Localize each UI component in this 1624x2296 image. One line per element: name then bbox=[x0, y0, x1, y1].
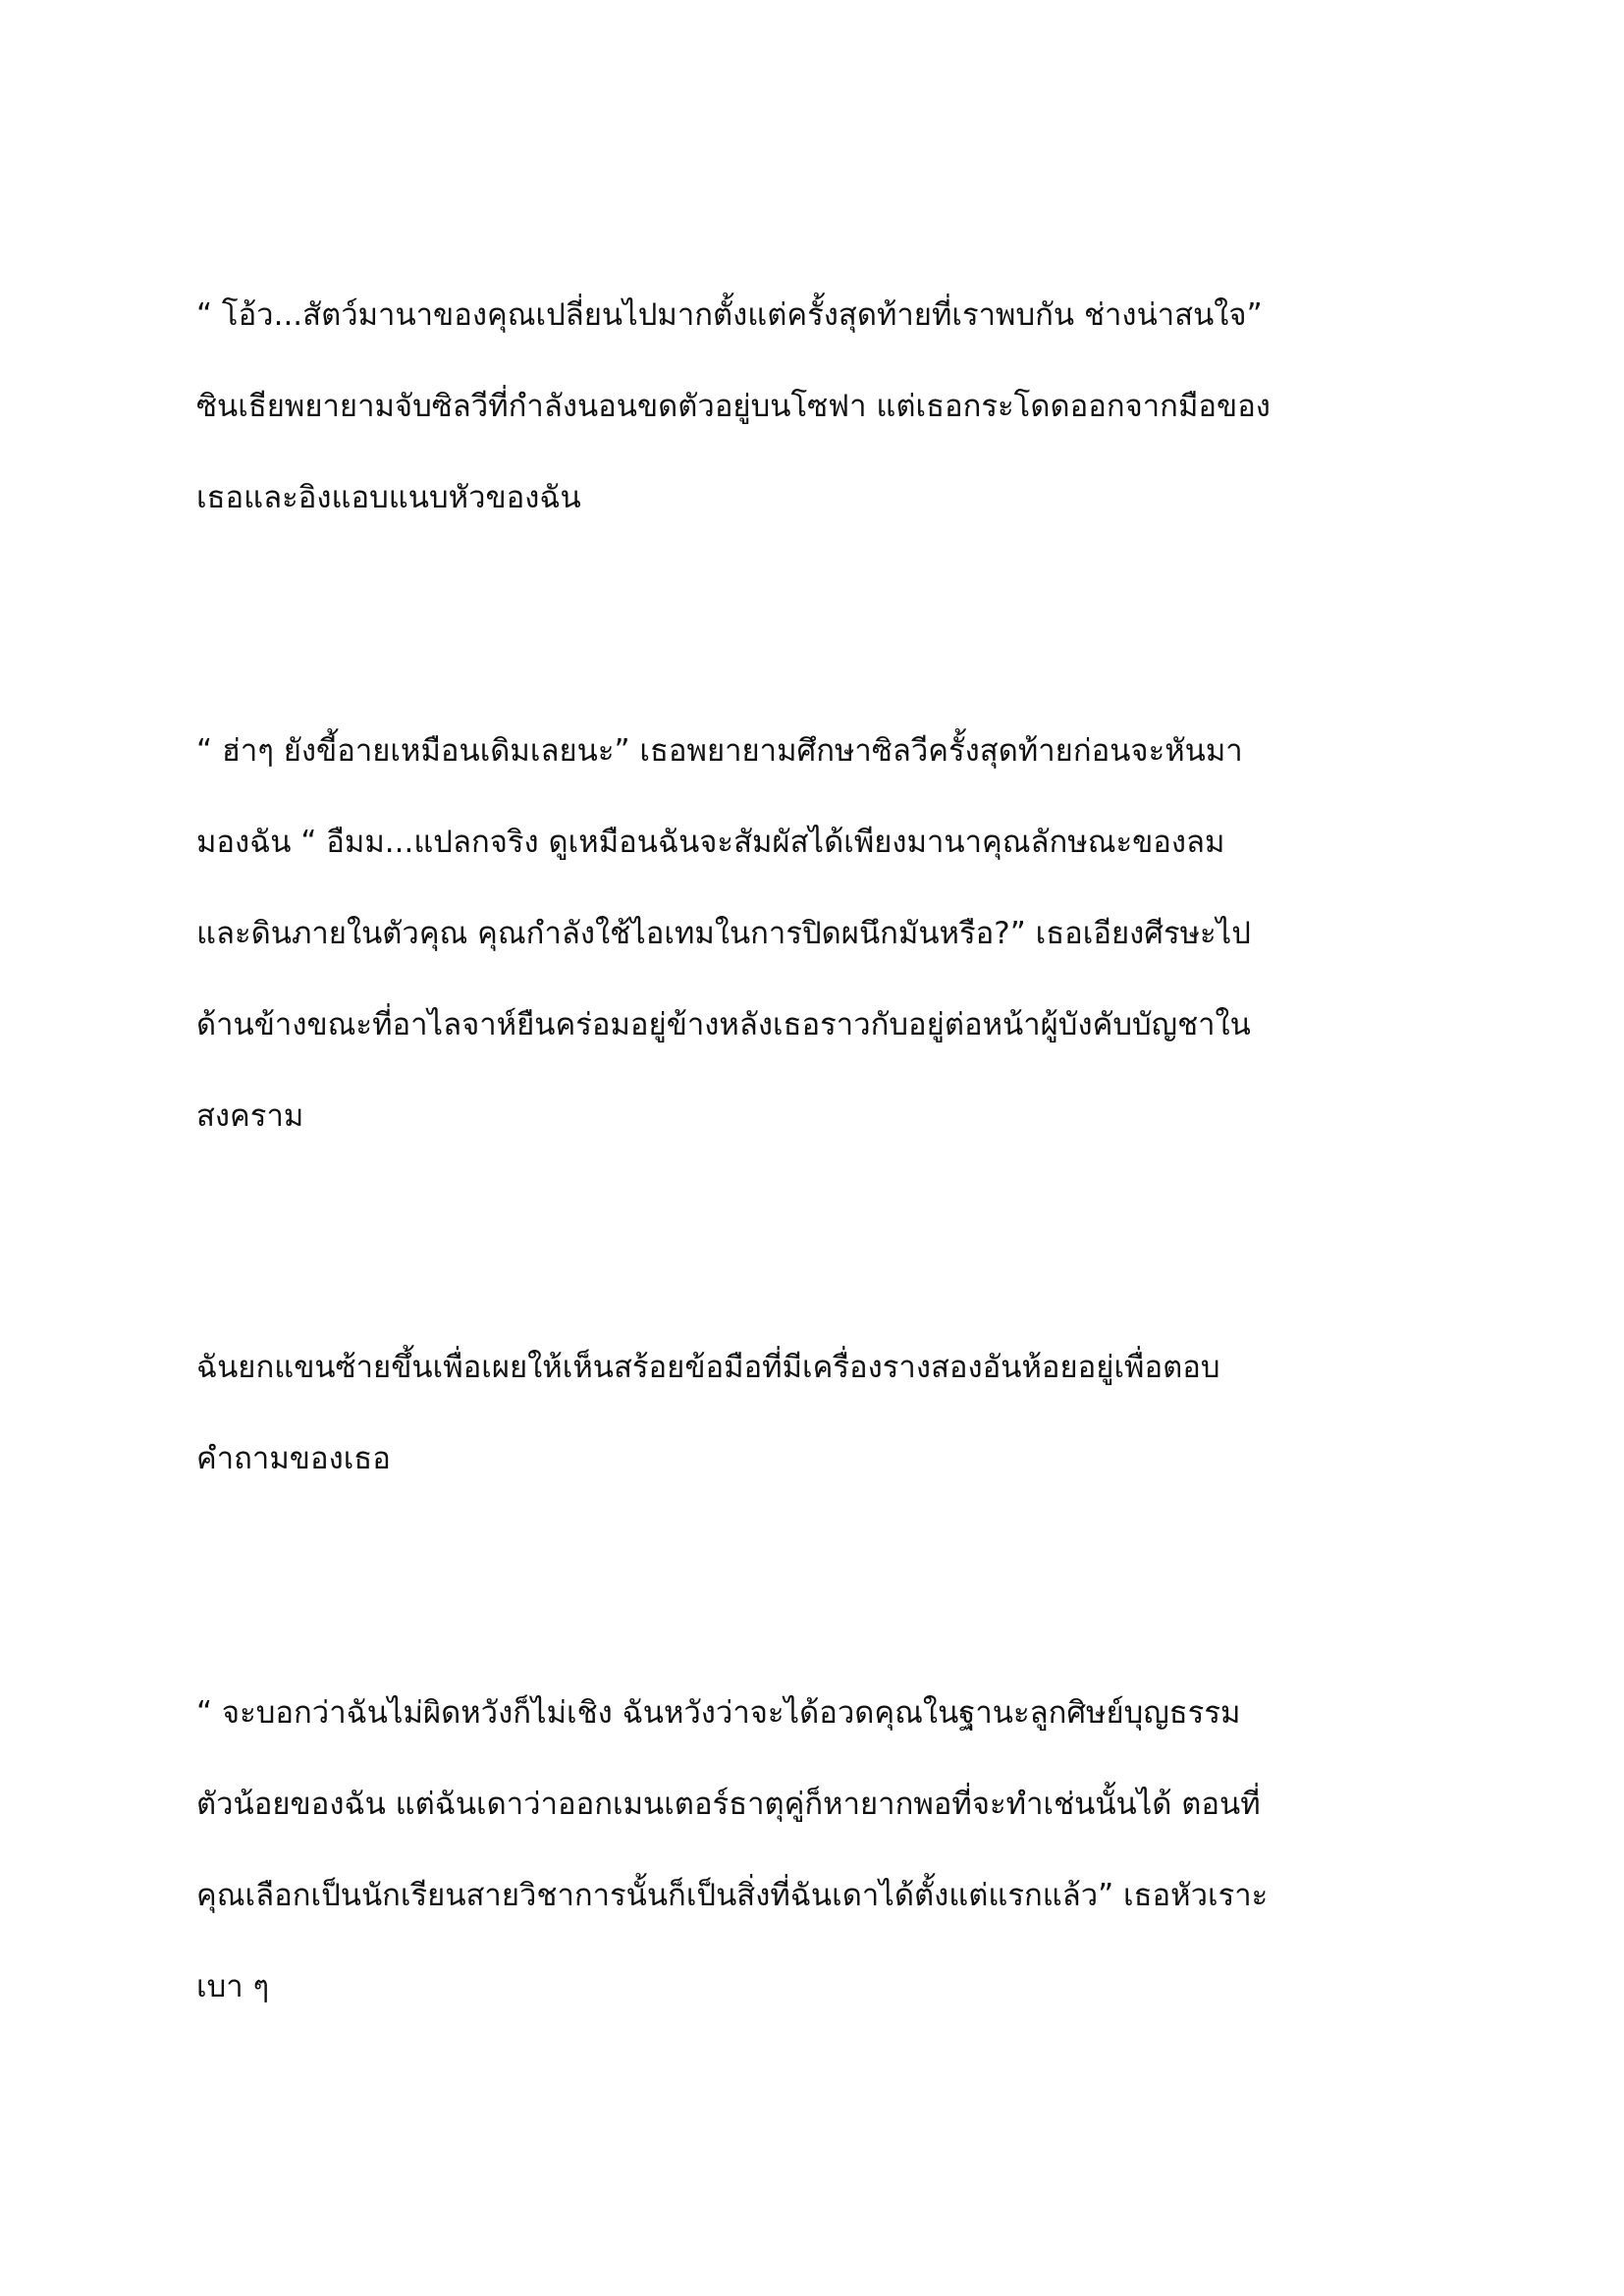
text-line: “ ฮ่าๆ ยังขี้อายเหมือนเดิมเลยนะ” เธอพยายามศึกษาซิลวีครั้งสุดท้ายก่อนจะหันมา bbox=[196, 733, 1243, 769]
text-line: ด้านข้างขณะที่อาไลจาห์ยืนคร่อมอยู่ข้างหลังเธอราวกับอยู่ต่อหน้าผู้บังคับบัญชาใน bbox=[196, 1007, 1251, 1042]
text-line: มองฉัน “ อืมม...แปลกจริง ดูเหมือนฉันจะสัมผัสได้เพียงมานาคุณลักษณะของลม bbox=[196, 825, 1225, 860]
paragraph-cynthia-laugh bbox=[196, 1668, 1434, 2033]
text-line: “ จะบอกว่าฉันไม่ผิดหวังก็ไม่เชิง ฉันหวังว่าจะได้อวดคุณในฐานะลูกศิษย์บุญธรรม bbox=[196, 1695, 1241, 1731]
text-line: ซินเธียพยายามจับซิลวีที่กำลังนอนขดตัวอยู่บนโซฟา แต่เธอกระโดดออกจากมือของ bbox=[196, 389, 1271, 424]
paragraph-cynthia-greeting bbox=[196, 270, 1434, 544]
document-body bbox=[196, 270, 1434, 2033]
text-line: คำถามของเธอ bbox=[196, 1441, 391, 1476]
text-line: ตัวน้อยของฉัน แต่ฉันเดาว่าออกเมนเตอร์ธาตุคู่ก็หายากพอที่จะทำเช่นนั้นได้ ตอนที่ bbox=[196, 1787, 1261, 1822]
text-line: คุณเลือกเป็นนักเรียนสายวิชาการนั้นก็เป็นสิ่งที่ฉันเดาได้ตั้งแต่แรกแล้ว” เธอหัวเราะ bbox=[196, 1878, 1269, 1913]
text-line: เธอและอิงแอบแนบหัวของฉัน bbox=[196, 480, 581, 515]
paragraph-cynthia-question bbox=[196, 706, 1434, 1162]
text-line: สงคราม bbox=[196, 1098, 304, 1134]
text-line: ฉันยกแขนซ้ายขึ้นเพื่อเผยให้เห็นสร้อยข้อมือที่มีเครื่องรางสองอันห้อยอยู่เพื่อตอบ bbox=[196, 1350, 1220, 1385]
text-line: “ โอ้ว...สัตว์มานาของคุณเปลี่ยนไปมากตั้งแต่ครั้งสุดท้ายที่เราพบกัน ช่างน่าสนใจ” bbox=[196, 297, 1263, 333]
paragraph-bracelet-answer bbox=[196, 1322, 1434, 1505]
text-line: เบา ๆ bbox=[196, 1969, 270, 2004]
text-line: และดินภายในตัวคุณ คุณกำลังใช้ไอเทมในการปิดผนึกมันหรือ?” เธอเอียงศีรษะไป bbox=[196, 916, 1251, 951]
